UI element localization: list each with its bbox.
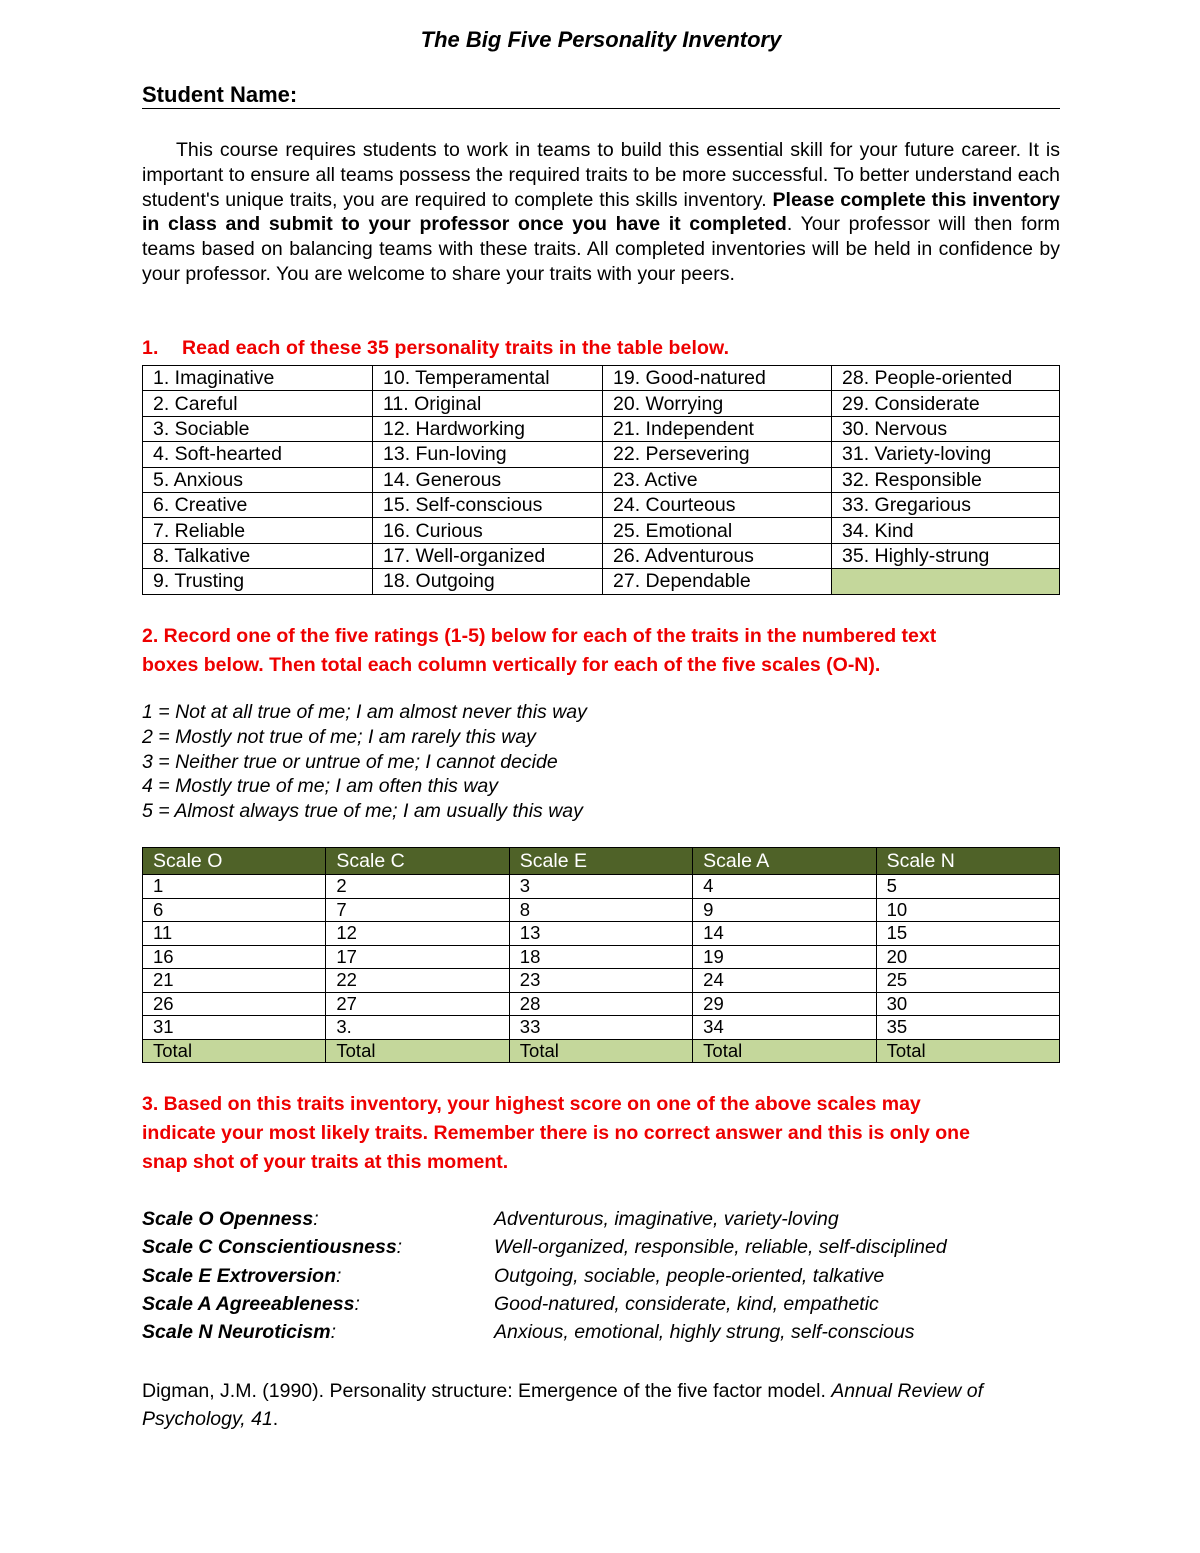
rating-input-cell[interactable]: 11 [143,922,326,946]
citation-end: . [272,1408,279,1430]
section-2-heading [142,622,1060,680]
scale-definitions [142,1205,947,1346]
rating-item: 3 = Neither true or untrue of me; I cannot decide [142,750,558,773]
rating-input-cell[interactable]: 30 [876,992,1059,1016]
scale-description: Anxious, emotional, highly strung, self-conscious [494,1321,915,1344]
trait-cell: 20. Worrying [603,391,832,416]
scale-header: Scale A [693,848,876,875]
rating-input-cell[interactable]: 22 [326,969,509,993]
scale-row [143,898,1060,922]
trait-cell: 12. Hardworking [373,416,603,441]
intro-paragraph [142,138,1060,287]
rating-input-cell[interactable]: 1 [143,875,326,899]
trait-cell: 4. Soft-hearted [143,442,373,467]
scale-row [143,992,1060,1016]
trait-cell: 19. Good-natured [603,366,832,391]
trait-cell: 29. Considerate [832,391,1060,416]
rating-input-cell[interactable]: 26 [143,992,326,1016]
scale-definition-row [142,1262,947,1290]
trait-cell: 22. Persevering [603,442,832,467]
section-1-number: 1. [142,337,159,359]
section-2-line-2: boxes below. Then total each column vertically for each of the five scales (O-N). [142,654,881,676]
trait-cell: 30. Nervous [832,416,1060,441]
intro-text-1: This course requires students to work in teams to build this essential skill for your future career. It is important to ensure all teams possess the required traits to be more successful. To better understand each student's unique traits, you are required to complete this skills inventory. [142,139,1060,211]
scale-definition-row [142,1205,947,1233]
rating-input-cell[interactable]: 3 [509,875,692,899]
citation [142,1377,1060,1433]
citation-journal: Annual Review of Psychology, 41 [142,1380,984,1430]
trait-cell: 25. Emotional [603,518,832,543]
trait-cell: 9. Trusting [143,569,373,594]
citation-text: Digman, J.M. (1990). Personality structure: Emergence of the five factor model. [142,1380,832,1402]
scales-table [142,847,1060,1063]
trait-cell: 17. Well-organized [373,543,603,568]
trait-cell: 11. Original [373,391,603,416]
trait-cell: 1. Imaginative [143,366,373,391]
scale-description: Outgoing, sociable, people-oriented, talkative [494,1264,885,1287]
rating-input-cell[interactable]: 5 [876,875,1059,899]
scale-name: Scale A Agreeableness: [142,1292,360,1315]
scale-row [143,1016,1060,1040]
trait-cell: 34. Kind [832,518,1060,543]
rating-input-cell[interactable]: 17 [326,945,509,969]
trait-cell: 10. Temperamental [373,366,603,391]
traits-table [142,365,1060,595]
trait-cell: 5. Anxious [143,467,373,492]
rating-input-cell[interactable]: 13 [509,922,692,946]
section-3-line-2: indicate your most likely traits. Remember there is no correct answer and this is only one [142,1122,970,1144]
total-cell[interactable]: Total [143,1039,326,1063]
rating-input-cell[interactable]: 8 [509,898,692,922]
rating-input-cell[interactable]: 28 [509,992,692,1016]
traits-row [143,492,1060,517]
trait-cell: 26. Adventurous [603,543,832,568]
section-3-line-3: snap shot of your traits at this moment. [142,1151,509,1173]
rating-input-cell[interactable]: 3. [326,1016,509,1040]
section-1-text: Read each of these 35 personality traits in the table below. [182,337,730,359]
scale-name-text: Scale C Conscientiousness [142,1236,397,1259]
rating-input-cell[interactable]: 12 [326,922,509,946]
scale-header: Scale C [326,848,509,875]
trait-cell: 24. Courteous [603,492,832,517]
scale-name: Scale E Extroversion: [142,1264,342,1287]
trait-cell: 6. Creative [143,492,373,517]
total-cell[interactable]: Total [509,1039,692,1063]
total-row [143,1039,1060,1063]
trait-cell: 27. Dependable [603,569,832,594]
trait-cell: 35. Highly-strung [832,543,1060,568]
trait-cell: 7. Reliable [143,518,373,543]
rating-input-cell[interactable]: 6 [143,898,326,922]
total-cell[interactable]: Total [693,1039,876,1063]
traits-row [143,391,1060,416]
scale-name-text: Scale A Agreeableness [142,1292,355,1315]
rating-input-cell[interactable]: 9 [693,898,876,922]
trait-cell: 13. Fun-loving [373,442,603,467]
scale-name-text: Scale N Neuroticism [142,1321,331,1344]
rating-input-cell[interactable]: 23 [509,969,692,993]
rating-input-cell[interactable]: 16 [143,945,326,969]
rating-input-cell[interactable]: 19 [693,945,876,969]
traits-row [143,442,1060,467]
scale-row [143,969,1060,993]
traits-row [143,518,1060,543]
scale-name: Scale C Conscientiousness: [142,1236,403,1259]
trait-cell: 3. Sociable [143,416,373,441]
scale-definition-row [142,1233,947,1261]
trait-cell: 21. Independent [603,416,832,441]
scale-row [143,922,1060,946]
section-2-line-1: 2. Record one of the five ratings (1-5) below for each of the traits in the numbered text [142,625,937,647]
scale-header: Scale E [509,848,692,875]
traits-row [143,416,1060,441]
rating-input-cell[interactable]: 4 [693,875,876,899]
empty-cell [832,569,1060,594]
scale-name-text: Scale E Extroversion [142,1264,337,1287]
section-1-heading [142,337,729,360]
intro-text-2: . Your professor will then form teams based on balancing teams with these traits. All completed inventories will be held in confidence by your professor. You are welcome to share your traits with your peers. [142,213,1060,285]
trait-cell: 33. Gregarious [832,492,1060,517]
total-cell[interactable]: Total [876,1039,1059,1063]
rating-input-cell[interactable]: 29 [693,992,876,1016]
rating-input-cell[interactable]: 15 [876,922,1059,946]
trait-cell: 18. Outgoing [373,569,603,594]
trait-cell: 14. Generous [373,467,603,492]
traits-row [143,543,1060,568]
rating-input-cell[interactable]: 34 [693,1016,876,1040]
scale-header: Scale N [876,848,1059,875]
trait-cell: 23. Active [603,467,832,492]
trait-cell: 15. Self-conscious [373,492,603,517]
rating-input-cell[interactable]: 35 [876,1016,1059,1040]
ratings-legend [142,700,587,824]
section-3-heading [142,1090,1060,1177]
rating-item: 5 = Almost always true of me; I am usually this way [142,800,583,823]
traits-row [143,467,1060,492]
rating-item: 2 = Mostly not true of me; I am rarely this way [142,725,536,748]
scale-name: Scale N Neuroticism: [142,1321,336,1344]
scale-name: Scale O Openness: [142,1208,319,1230]
rating-input-cell[interactable]: 14 [693,922,876,946]
trait-cell: 32. Responsible [832,467,1060,492]
rating-input-cell[interactable]: 21 [143,969,326,993]
student-name-label: Student Name: [142,82,298,107]
scale-definition-row [142,1290,947,1318]
scale-row [143,945,1060,969]
traits-row [143,366,1060,391]
document-title: The Big Five Personality Inventory [420,27,782,52]
scale-row [143,875,1060,899]
rating-input-cell[interactable]: 33 [509,1016,692,1040]
scale-description: Well-organized, responsible, reliable, self-disciplined [494,1236,947,1259]
rating-input-cell[interactable]: 7 [326,898,509,922]
section-3-line-1: 3. Based on this traits inventory, your highest score on one of the above scales may [142,1093,921,1115]
trait-cell: 16. Curious [373,518,603,543]
trait-cell: 31. Variety-loving [832,442,1060,467]
rating-input-cell[interactable]: 20 [876,945,1059,969]
scale-description: Good-natured, considerate, kind, empathetic [494,1292,879,1315]
scale-name-text: Scale O Openness [142,1208,314,1230]
trait-cell: 2. Careful [143,391,373,416]
scale-header: Scale O [143,848,326,875]
rating-input-cell[interactable]: 2 [326,875,509,899]
rating-input-cell[interactable]: 24 [693,969,876,993]
rating-input-cell[interactable]: 27 [326,992,509,1016]
rating-input-cell[interactable]: 31 [143,1016,326,1040]
student-name-field[interactable] [142,108,1060,109]
scale-definition-row [142,1318,947,1346]
total-cell[interactable]: Total [326,1039,509,1063]
traits-row [143,569,1060,594]
rating-input-cell[interactable]: 10 [876,898,1059,922]
rating-input-cell[interactable]: 18 [509,945,692,969]
trait-cell: 8. Talkative [143,543,373,568]
intro-bold-instruction: Please complete this inventory in class and submit to your professor once you have it completed [142,188,1060,236]
rating-item: 4 = Mostly true of me; I am often this way [142,775,499,798]
scale-description: Adventurous, imaginative, variety-loving [494,1208,839,1230]
rating-item: 1 = Not at all true of me; I am almost never this way [142,701,587,723]
rating-input-cell[interactable]: 25 [876,969,1059,993]
trait-cell: 28. People-oriented [832,366,1060,391]
